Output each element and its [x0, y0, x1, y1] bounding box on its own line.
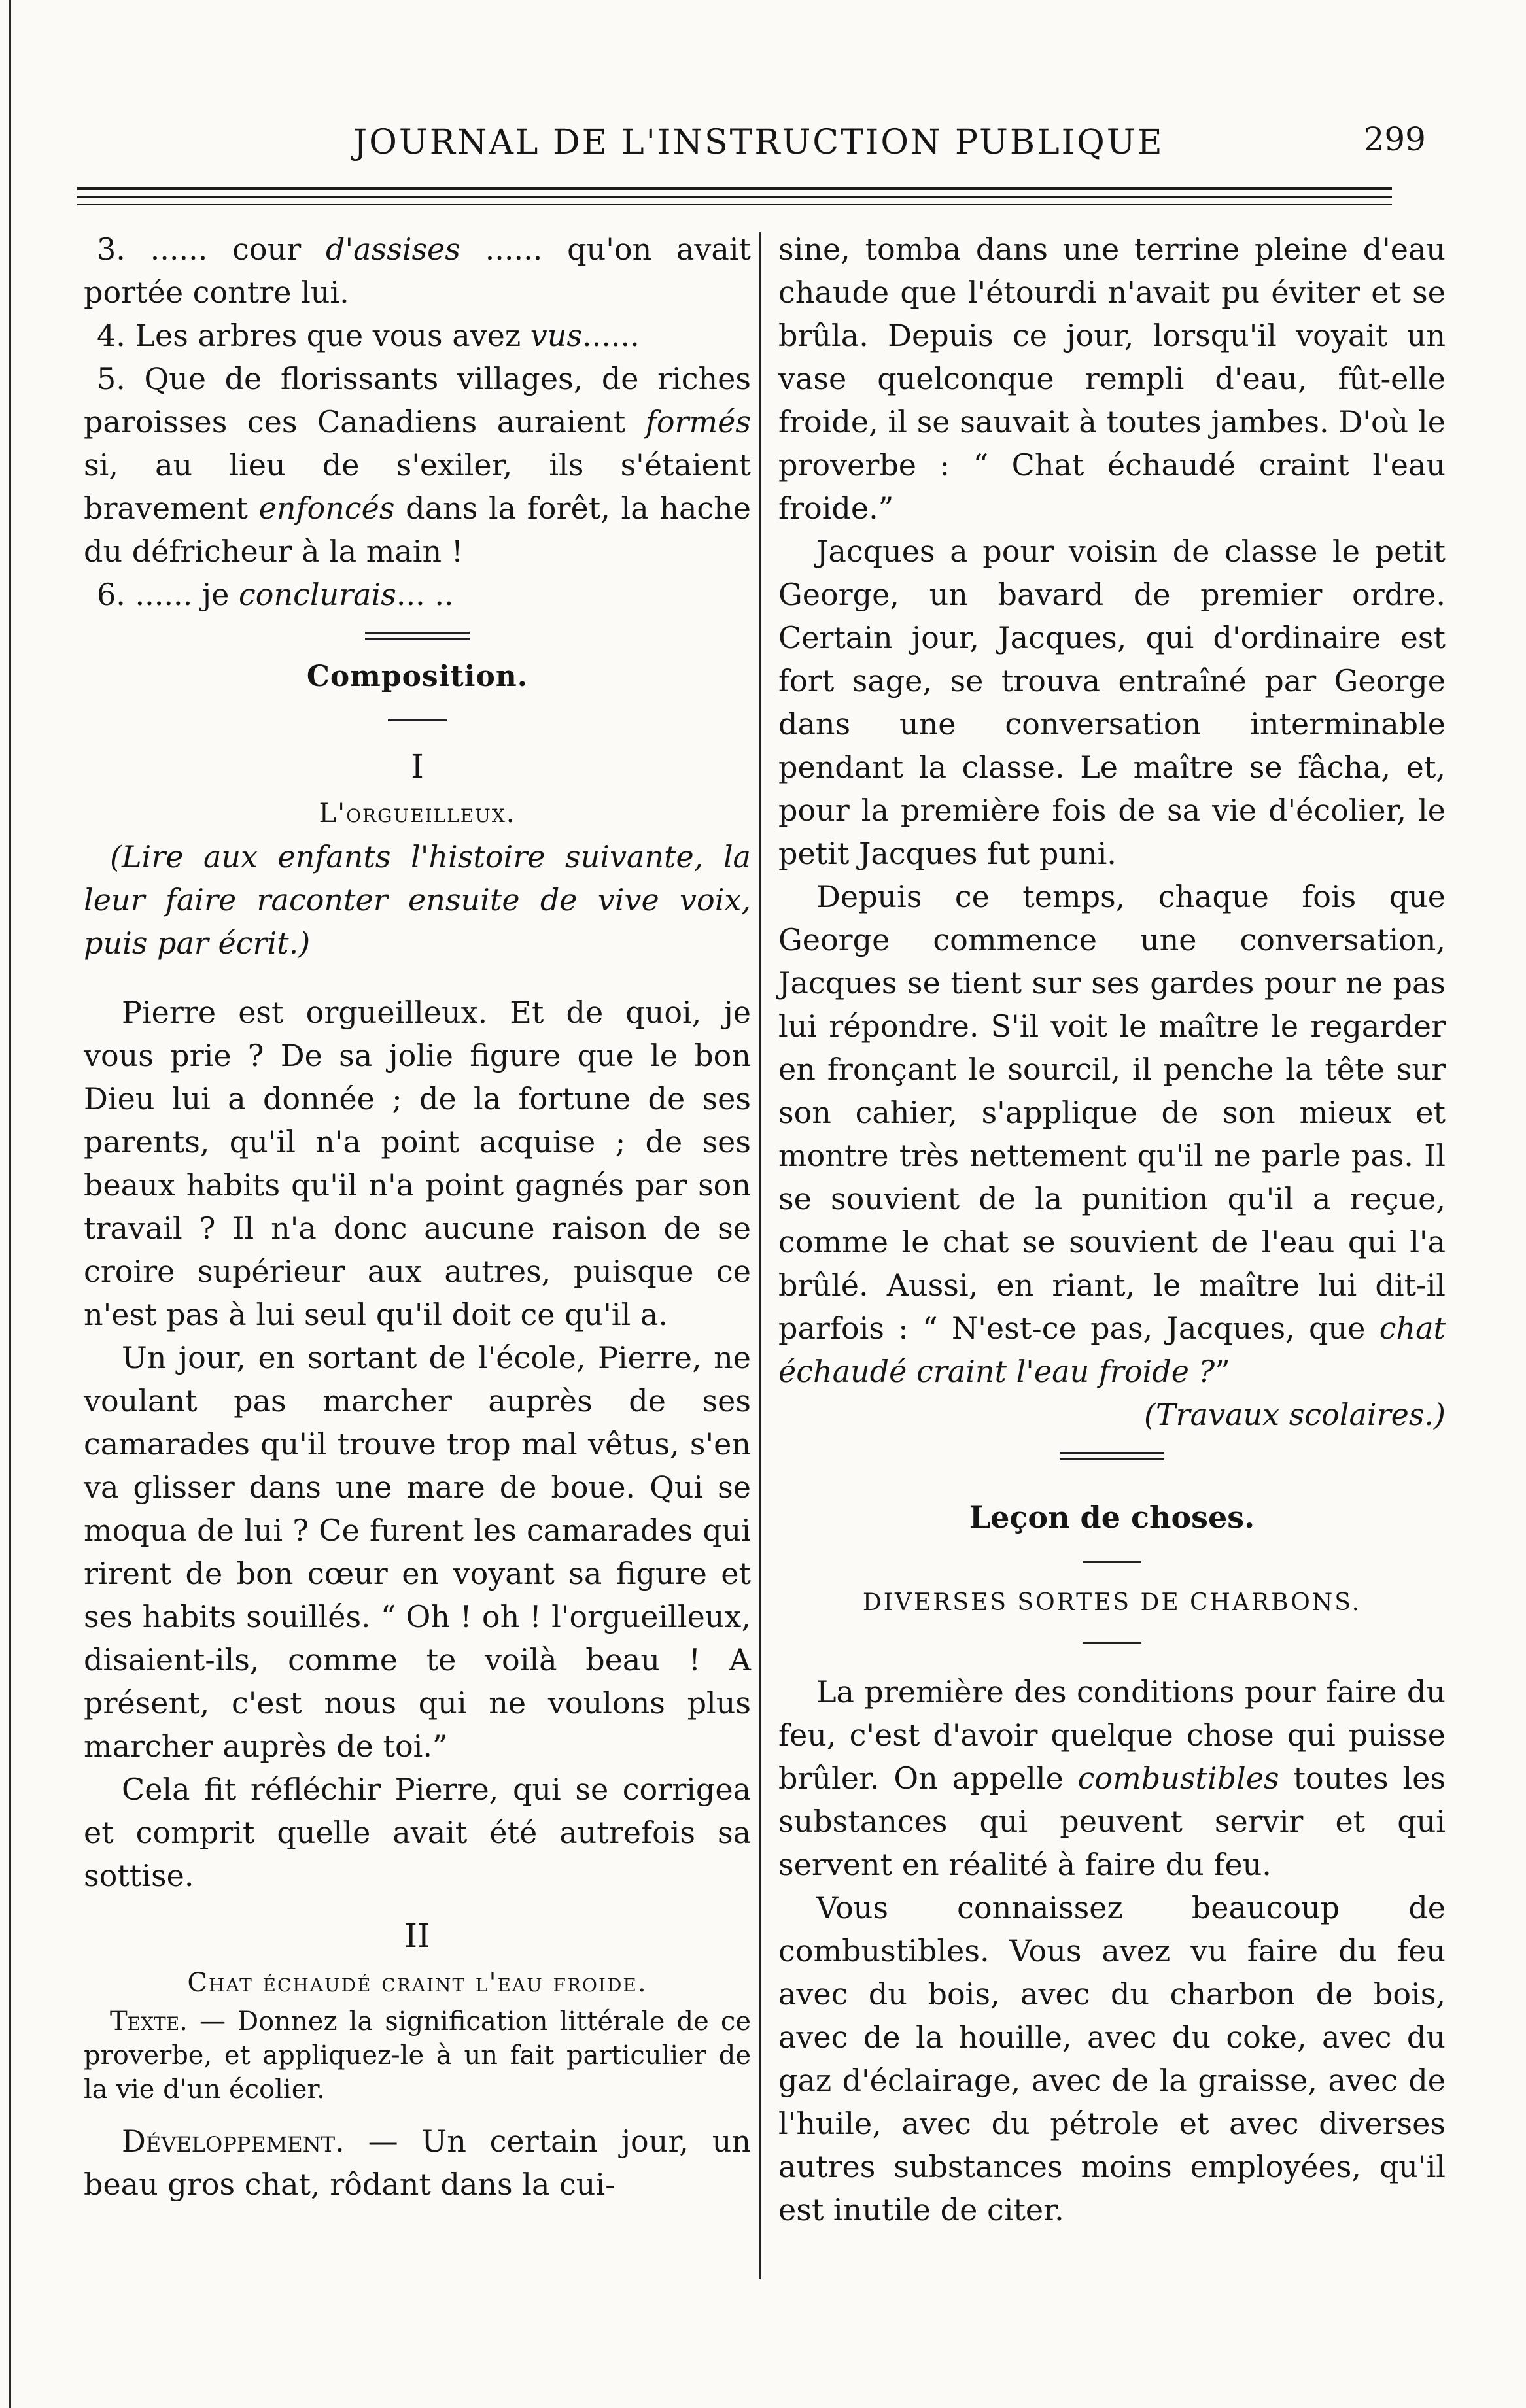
header-rule	[77, 187, 1392, 190]
section-rule	[365, 632, 470, 640]
composition-heading: Composition.	[306, 660, 529, 693]
section-rule	[1060, 1452, 1164, 1460]
lecon-heading: Leçon de choses.	[969, 1500, 1255, 1535]
paragraph: Jacques a pour voisin de classe le petit George, un bavard de premier ordre. Certain jour, Jacques, qui d'ordinaire est fort sage, se trouva entraîné par George dans une conversation interminable pendant la classe. Le maître se fâcha, et, pour la première fois de sa vie d'écolier, le petit Jacques fut puni.	[778, 534, 1446, 871]
column-divider	[759, 232, 761, 2279]
paragraph: sine, tomba dans une terrine pleine d'eau chaude que l'étourdi n'avait pu éviter et se brûla. Depuis ce jour, lorsqu'il voyait un vase quelconque rempli d'eau, fût-elle froide, il se sauvait à toutes jambes. D'où le proverbe : “ Chat échaudé craint l'eau froide.”	[778, 232, 1446, 526]
header-rule-thin	[77, 196, 1392, 198]
journal-title: JOURNAL DE L'INSTRUCTION PUBLIQUE	[353, 123, 1164, 162]
developpement-label: Développement.	[122, 2124, 345, 2159]
exercise-item-4: 4. Les arbres que vous avez vus......	[97, 318, 640, 353]
part-two-numeral: II	[404, 1917, 430, 1955]
texte-paragraph: Texte. — Donnez la signification littérale de ce proverbe, et appliquez-le à un fait particulier de la vie d'un écolier.	[84, 2006, 751, 2105]
part-one-instruction: (Lire aux enfants l'histoire suivante, la leur faire raconter ensuite de vive voix, puis par écrit.)	[84, 839, 751, 961]
part-one-title: L'orgueilleux.	[319, 799, 516, 829]
page-edge	[9, 0, 11, 2408]
running-head	[92, 116, 1426, 175]
page-number: 299	[1363, 120, 1426, 158]
right-column	[778, 228, 1446, 2231]
paragraph: Depuis ce temps, chaque fois que George commence une conversation, Jacques se tient sur ses gardes pour ne pas lui répondre. S'il voit le maître le regarder en fronçant le sourcil, il penche la tête sur son cahier, s'applique de son mieux et montre très nettement qu'il ne parle pas. Il se souvient de la punition qu'il a reçue, comme le chat se souvient de l'eau qui l'a brûlé. Aussi, en riant, le maître lui dit-il parfois : “ N'est-ce pas, Jacques, que chat échaudé craint l'eau froide ?” (Travaux scolaires.)	[778, 875, 1446, 1393]
lecon-subtitle: DIVERSES SORTES DE CHARBONS.	[862, 1589, 1362, 1616]
paragraph: La première des conditions pour faire du feu, c'est d'avoir quelque chose qui puisse brûler. On appelle combustibles toutes les substances qui peuvent servir et qui servent en réalité à faire du feu.	[778, 1674, 1446, 1882]
left-column	[84, 228, 751, 2206]
paragraph: Vous connaissez beaucoup de combustibles. Vous avez vu faire du feu avec du bois, avec du charbon de bois, avec de la houille, avec du coke, avec du gaz d'éclairage, avec de la graisse, avec de l'huile, avec du pétrole et avec diverses autres substances moins employées, qu'il est inutile de citer.	[778, 1890, 1446, 2227]
header-rule-thin-2	[77, 204, 1392, 205]
developpement-paragraph: Développement. — Un certain jour, un beau gros chat, rôdant dans la cui-	[84, 2124, 751, 2202]
source-credit: (Travaux scolaires.)	[1144, 1397, 1446, 1432]
paragraph: Cela fit réfléchir Pierre, qui se corrigea et comprit quelle avait été autrefois sa sottise.	[84, 1772, 751, 1893]
part-two-title: Chat échaudé craint l'eau froide.	[187, 1968, 648, 1998]
short-rule	[388, 719, 447, 721]
exercise-item-3: 3. ...... cour d'assises ...... qu'on avait portée contre lui.	[84, 232, 751, 310]
exercise-item-5: 5. Que de florissants villages, de riches paroisses ces Canadiens auraient formés si, au lieu de s'exiler, ils s'étaient bravement enfoncés dans la forêt, la hache du défricheur à la main !	[84, 361, 751, 569]
paragraph: Pierre est orgueilleux. Et de quoi, je vous prie ? De sa jolie figure que le bon Dieu lui a donnée ; de la fortune de ses parents, qu'il n'a point acquise ; de ses beaux habits qu'il n'a point gagnés par son travail ? Il n'a donc aucune raison de se croire supérieur aux autres, puisque ce n'est pas à lui seul qu'il doit ce qu'il a.	[84, 995, 751, 1332]
part-one-numeral: I	[411, 748, 424, 785]
paragraph: Un jour, en sortant de l'école, Pierre, ne voulant pas marcher auprès de ses camarades qu'il trouve trop mal vêtus, s'en va glisser dans une mare de boue. Qui se moqua de lui ? Ce furent les camarades qui rirent de bon cœur en voyant sa figure et ses habits souillés. “ Oh ! oh ! l'orgueilleux, disaient-ils, comme te voilà beau ! A présent, c'est nous qui ne voulons plus marcher auprès de toi.”	[84, 1340, 751, 1764]
exercise-item-6: 6. ...... je conclurais... ..	[97, 577, 454, 612]
texte-label: Texte.	[110, 2006, 188, 2037]
short-rule	[1083, 1561, 1141, 1563]
short-rule	[1083, 1642, 1141, 1644]
